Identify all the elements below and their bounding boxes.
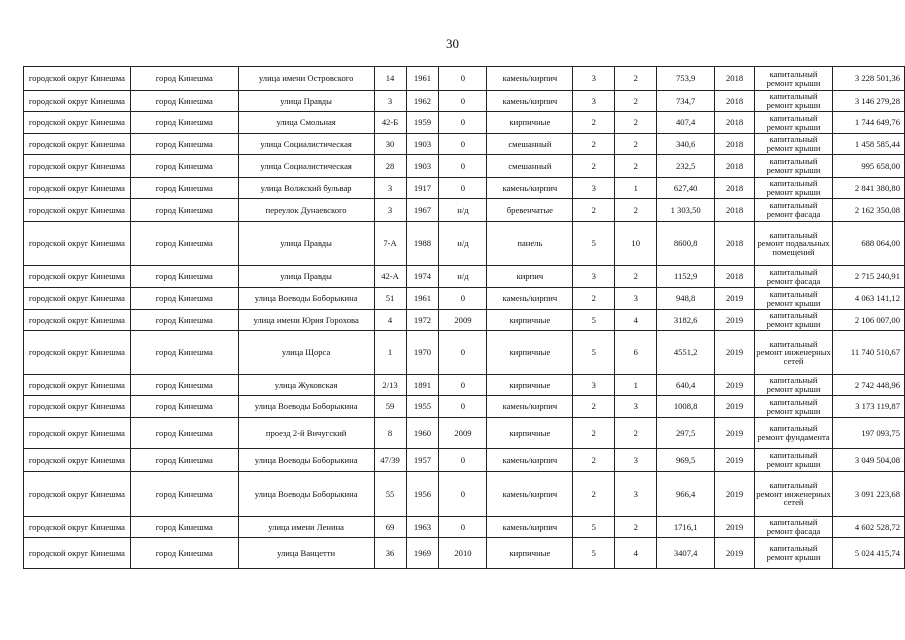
cell-street: улица Воеводы Боборыкина — [238, 449, 374, 472]
cell-repair-year: 2019 — [715, 331, 755, 375]
cell-house-number: 7-А — [374, 222, 406, 266]
cell-cost: 995 658,00 — [833, 155, 905, 178]
cell-municipality: городской округ Кинешма — [24, 266, 131, 288]
cell-wall-material: камень/кирпич — [487, 67, 573, 91]
cell-repair-year: 2018 — [715, 222, 755, 266]
cell-repair-type: капитальный ремонт крыши — [755, 112, 833, 134]
cell-year-renovated: 0 — [439, 472, 487, 517]
cell-area: 627,40 — [657, 178, 715, 199]
cell-entrances: 2 — [615, 418, 657, 449]
cell-wall-material: кирпичные — [487, 538, 573, 569]
table-row — [24, 178, 905, 199]
cell-entrances: 2 — [615, 134, 657, 155]
cell-floors: 3 — [573, 375, 615, 396]
cell-floors: 2 — [573, 134, 615, 155]
page-number: 30 — [446, 36, 459, 51]
table-row — [24, 112, 905, 134]
cell-settlement: город Кинешма — [130, 375, 238, 396]
table-row — [24, 396, 905, 418]
cell-entrances: 1 — [615, 375, 657, 396]
cell-municipality: городской округ Кинешма — [24, 199, 131, 222]
table-row — [24, 517, 905, 538]
cell-street: улица Воеводы Боборыкина — [238, 288, 374, 310]
cell-house-number: 30 — [374, 134, 406, 155]
cell-street: улица Воеводы Боборыкина — [238, 396, 374, 418]
cell-street: улица Социалистическая — [238, 134, 374, 155]
cell-municipality: городской округ Кинешма — [24, 375, 131, 396]
table-row — [24, 91, 905, 112]
cell-wall-material: камень/кирпич — [487, 288, 573, 310]
cell-wall-material: кирпичные — [487, 375, 573, 396]
cell-settlement: город Кинешма — [130, 288, 238, 310]
cell-house-number: 3 — [374, 199, 406, 222]
cell-floors: 3 — [573, 67, 615, 91]
cell-house-number: 51 — [374, 288, 406, 310]
cell-repair-type: капитальный ремонт крыши — [755, 67, 833, 91]
table-row — [24, 331, 905, 375]
cell-house-number: 69 — [374, 517, 406, 538]
cell-floors: 5 — [573, 538, 615, 569]
table-row — [24, 67, 905, 91]
cell-entrances: 4 — [615, 310, 657, 331]
cell-floors: 5 — [573, 331, 615, 375]
cell-wall-material: смешанный — [487, 134, 573, 155]
cell-floors: 2 — [573, 472, 615, 517]
cell-repair-year: 2019 — [715, 288, 755, 310]
cell-house-number: 3 — [374, 91, 406, 112]
cell-year-built: 1962 — [406, 91, 439, 112]
cell-repair-type: капитальный ремонт фасада — [755, 199, 833, 222]
cell-repair-type: капитальный ремонт фундамента — [755, 418, 833, 449]
cell-year-renovated: н/д — [439, 222, 487, 266]
housing-repair-table — [23, 66, 905, 569]
cell-street: переулок Дунаевского — [238, 199, 374, 222]
cell-year-built: 1974 — [406, 266, 439, 288]
cell-municipality: городской округ Кинешма — [24, 222, 131, 266]
cell-year-built: 1961 — [406, 67, 439, 91]
cell-area: 4551,2 — [657, 331, 715, 375]
cell-house-number: 36 — [374, 538, 406, 569]
cell-year-renovated: 2010 — [439, 538, 487, 569]
cell-year-built: 1969 — [406, 538, 439, 569]
cell-year-renovated: 2009 — [439, 310, 487, 331]
cell-cost: 3 049 504,08 — [833, 449, 905, 472]
cell-year-renovated: 0 — [439, 67, 487, 91]
cell-repair-type: капитальный ремонт подвальных помещений — [755, 222, 833, 266]
cell-house-number: 3 — [374, 178, 406, 199]
cell-entrances: 1 — [615, 178, 657, 199]
cell-year-built: 1961 — [406, 288, 439, 310]
cell-floors: 3 — [573, 178, 615, 199]
cell-floors: 5 — [573, 517, 615, 538]
cell-wall-material: кирпичные — [487, 331, 573, 375]
cell-repair-year: 2018 — [715, 67, 755, 91]
cell-entrances: 4 — [615, 538, 657, 569]
cell-repair-type: капитальный ремонт крыши — [755, 396, 833, 418]
cell-floors: 3 — [573, 91, 615, 112]
cell-floors: 2 — [573, 418, 615, 449]
cell-year-renovated: 0 — [439, 112, 487, 134]
cell-year-renovated: 0 — [439, 91, 487, 112]
cell-house-number: 28 — [374, 155, 406, 178]
cell-entrances: 2 — [615, 266, 657, 288]
table-row — [24, 222, 905, 266]
cell-repair-type: капитальный ремонт крыши — [755, 288, 833, 310]
cell-entrances: 6 — [615, 331, 657, 375]
cell-year-built: 1972 — [406, 310, 439, 331]
cell-year-built: 1967 — [406, 199, 439, 222]
table-row — [24, 472, 905, 517]
cell-street: улица Правды — [238, 222, 374, 266]
cell-year-built: 1955 — [406, 396, 439, 418]
cell-repair-year: 2019 — [715, 418, 755, 449]
cell-year-renovated: 0 — [439, 375, 487, 396]
cell-municipality: городской округ Кинешма — [24, 134, 131, 155]
cell-municipality: городской округ Кинешма — [24, 155, 131, 178]
cell-year-built: 1917 — [406, 178, 439, 199]
cell-municipality: городской округ Кинешма — [24, 310, 131, 331]
cell-repair-year: 2018 — [715, 155, 755, 178]
cell-street: проезд 2-й Вичугский — [238, 418, 374, 449]
cell-settlement: город Кинешма — [130, 222, 238, 266]
cell-cost: 2 742 448,96 — [833, 375, 905, 396]
cell-floors: 3 — [573, 266, 615, 288]
cell-entrances: 2 — [615, 91, 657, 112]
cell-entrances: 2 — [615, 67, 657, 91]
cell-year-built: 1963 — [406, 517, 439, 538]
cell-area: 969,5 — [657, 449, 715, 472]
cell-settlement: город Кинешма — [130, 67, 238, 91]
cell-repair-year: 2018 — [715, 91, 755, 112]
cell-wall-material: камень/кирпич — [487, 396, 573, 418]
cell-street: улица Правды — [238, 91, 374, 112]
cell-cost: 11 740 510,67 — [833, 331, 905, 375]
cell-wall-material: камень/кирпич — [487, 449, 573, 472]
cell-floors: 2 — [573, 199, 615, 222]
cell-municipality: городской округ Кинешма — [24, 396, 131, 418]
cell-cost: 3 146 279,28 — [833, 91, 905, 112]
cell-entrances: 3 — [615, 449, 657, 472]
cell-area: 1 303,50 — [657, 199, 715, 222]
cell-street: улица Жуковская — [238, 375, 374, 396]
table-row — [24, 310, 905, 331]
cell-settlement: город Кинешма — [130, 266, 238, 288]
cell-cost: 197 093,75 — [833, 418, 905, 449]
cell-year-renovated: 0 — [439, 331, 487, 375]
cell-repair-year: 2018 — [715, 112, 755, 134]
cell-street: улица Ванцетти — [238, 538, 374, 569]
cell-cost: 4 602 528,72 — [833, 517, 905, 538]
cell-street: улица имени Юрия Горохова — [238, 310, 374, 331]
cell-area: 948,8 — [657, 288, 715, 310]
cell-settlement: город Кинешма — [130, 449, 238, 472]
cell-street: улица Щорса — [238, 331, 374, 375]
cell-house-number: 59 — [374, 396, 406, 418]
cell-area: 407,4 — [657, 112, 715, 134]
cell-entrances: 2 — [615, 517, 657, 538]
cell-wall-material: кирпич — [487, 266, 573, 288]
cell-year-renovated: 0 — [439, 134, 487, 155]
table-row — [24, 538, 905, 569]
cell-repair-type: капитальный ремонт крыши — [755, 134, 833, 155]
cell-repair-year: 2019 — [715, 472, 755, 517]
cell-repair-year: 2019 — [715, 449, 755, 472]
housing-repair-table-container — [23, 66, 905, 569]
cell-cost: 1 744 649,76 — [833, 112, 905, 134]
cell-year-renovated: н/д — [439, 266, 487, 288]
cell-floors: 5 — [573, 310, 615, 331]
cell-year-built: 1956 — [406, 472, 439, 517]
cell-repair-type: капитальный ремонт крыши — [755, 91, 833, 112]
table-row — [24, 288, 905, 310]
cell-street: улица Воеводы Боборыкина — [238, 472, 374, 517]
cell-repair-year: 2018 — [715, 134, 755, 155]
cell-repair-type: капитальный ремонт крыши — [755, 310, 833, 331]
cell-floors: 2 — [573, 112, 615, 134]
cell-settlement: город Кинешма — [130, 472, 238, 517]
cell-street: улица Волжский бульвар — [238, 178, 374, 199]
cell-house-number: 2/13 — [374, 375, 406, 396]
cell-settlement: город Кинешма — [130, 91, 238, 112]
cell-repair-year: 2019 — [715, 517, 755, 538]
cell-year-renovated: 0 — [439, 155, 487, 178]
cell-repair-year: 2018 — [715, 266, 755, 288]
cell-cost: 4 063 141,12 — [833, 288, 905, 310]
cell-street: улица имени Островского — [238, 67, 374, 91]
cell-repair-type: капитальный ремонт крыши — [755, 538, 833, 569]
cell-year-renovated: 0 — [439, 178, 487, 199]
cell-cost: 2 841 380,80 — [833, 178, 905, 199]
cell-area: 3407,4 — [657, 538, 715, 569]
cell-entrances: 3 — [615, 288, 657, 310]
cell-year-built: 1903 — [406, 134, 439, 155]
cell-wall-material: кирпичные — [487, 112, 573, 134]
cell-year-built: 1960 — [406, 418, 439, 449]
cell-house-number: 47/39 — [374, 449, 406, 472]
cell-street: улица имени Ленина — [238, 517, 374, 538]
cell-cost: 2 106 007,00 — [833, 310, 905, 331]
cell-area: 1008,8 — [657, 396, 715, 418]
table-row — [24, 375, 905, 396]
cell-cost: 1 458 585,44 — [833, 134, 905, 155]
cell-area: 232,5 — [657, 155, 715, 178]
cell-year-built: 1957 — [406, 449, 439, 472]
cell-year-built: 1988 — [406, 222, 439, 266]
cell-area: 297,5 — [657, 418, 715, 449]
cell-area: 3182,6 — [657, 310, 715, 331]
table-row — [24, 449, 905, 472]
cell-entrances: 2 — [615, 199, 657, 222]
cell-area: 640,4 — [657, 375, 715, 396]
cell-year-built: 1970 — [406, 331, 439, 375]
cell-cost: 2 715 240,91 — [833, 266, 905, 288]
cell-wall-material: смешанный — [487, 155, 573, 178]
cell-entrances: 2 — [615, 155, 657, 178]
cell-year-built: 1959 — [406, 112, 439, 134]
cell-entrances: 3 — [615, 396, 657, 418]
table-row — [24, 134, 905, 155]
cell-wall-material: камень/кирпич — [487, 472, 573, 517]
cell-repair-type: капитальный ремонт крыши — [755, 375, 833, 396]
cell-municipality: городской округ Кинешма — [24, 517, 131, 538]
cell-settlement: город Кинешма — [130, 112, 238, 134]
cell-settlement: город Кинешма — [130, 517, 238, 538]
cell-house-number: 8 — [374, 418, 406, 449]
cell-wall-material: кирпичные — [487, 418, 573, 449]
cell-entrances: 2 — [615, 112, 657, 134]
cell-cost: 3 173 119,87 — [833, 396, 905, 418]
cell-floors: 5 — [573, 222, 615, 266]
cell-year-renovated: 2009 — [439, 418, 487, 449]
cell-wall-material: бревенчатые — [487, 199, 573, 222]
cell-area: 340,6 — [657, 134, 715, 155]
cell-street: улица Социалистическая — [238, 155, 374, 178]
cell-wall-material: камень/кирпич — [487, 91, 573, 112]
cell-repair-type: капитальный ремонт крыши — [755, 449, 833, 472]
table-row — [24, 199, 905, 222]
cell-house-number: 42-Б — [374, 112, 406, 134]
cell-area: 734,7 — [657, 91, 715, 112]
cell-year-renovated: н/д — [439, 199, 487, 222]
cell-repair-type: капитальный ремонт крыши — [755, 155, 833, 178]
cell-floors: 2 — [573, 155, 615, 178]
cell-municipality: городской округ Кинешма — [24, 418, 131, 449]
cell-settlement: город Кинешма — [130, 396, 238, 418]
cell-area: 753,9 — [657, 67, 715, 91]
cell-house-number: 55 — [374, 472, 406, 517]
cell-municipality: городской округ Кинешма — [24, 331, 131, 375]
cell-year-renovated: 0 — [439, 396, 487, 418]
cell-wall-material: камень/кирпич — [487, 517, 573, 538]
cell-cost: 3 091 223,68 — [833, 472, 905, 517]
cell-year-renovated: 0 — [439, 288, 487, 310]
cell-floors: 2 — [573, 396, 615, 418]
cell-settlement: город Кинешма — [130, 331, 238, 375]
cell-settlement: город Кинешма — [130, 310, 238, 331]
cell-wall-material: камень/кирпич — [487, 178, 573, 199]
cell-area: 1152,9 — [657, 266, 715, 288]
cell-cost: 5 024 415,74 — [833, 538, 905, 569]
cell-house-number: 42-А — [374, 266, 406, 288]
cell-repair-year: 2019 — [715, 310, 755, 331]
cell-repair-year: 2019 — [715, 375, 755, 396]
cell-repair-year: 2018 — [715, 199, 755, 222]
cell-cost: 3 228 501,36 — [833, 67, 905, 91]
cell-area: 966,4 — [657, 472, 715, 517]
cell-settlement: город Кинешма — [130, 178, 238, 199]
cell-repair-type: капитальный ремонт крыши — [755, 178, 833, 199]
cell-settlement: город Кинешма — [130, 538, 238, 569]
cell-street: улица Правды — [238, 266, 374, 288]
cell-floors: 2 — [573, 288, 615, 310]
cell-repair-year: 2019 — [715, 396, 755, 418]
cell-municipality: городской округ Кинешма — [24, 538, 131, 569]
cell-municipality: городской округ Кинешма — [24, 91, 131, 112]
cell-area: 8600,8 — [657, 222, 715, 266]
cell-municipality: городской округ Кинешма — [24, 472, 131, 517]
cell-year-renovated: 0 — [439, 449, 487, 472]
cell-house-number: 14 — [374, 67, 406, 91]
cell-repair-type: капитальный ремонт фасада — [755, 266, 833, 288]
cell-house-number: 4 — [374, 310, 406, 331]
table-body — [24, 67, 905, 569]
cell-repair-year: 2018 — [715, 178, 755, 199]
cell-settlement: город Кинешма — [130, 155, 238, 178]
cell-repair-type: капитальный ремонт инженерных сетей — [755, 472, 833, 517]
cell-cost: 2 162 350,08 — [833, 199, 905, 222]
cell-settlement: город Кинешма — [130, 134, 238, 155]
cell-municipality: городской округ Кинешма — [24, 288, 131, 310]
table-row — [24, 418, 905, 449]
cell-cost: 688 064,00 — [833, 222, 905, 266]
cell-street: улица Смольная — [238, 112, 374, 134]
cell-repair-year: 2019 — [715, 538, 755, 569]
cell-settlement: город Кинешма — [130, 199, 238, 222]
cell-municipality: городской округ Кинешма — [24, 178, 131, 199]
cell-house-number: 1 — [374, 331, 406, 375]
cell-settlement: город Кинешма — [130, 418, 238, 449]
cell-municipality: городской округ Кинешма — [24, 67, 131, 91]
cell-area: 1716,1 — [657, 517, 715, 538]
table-row — [24, 155, 905, 178]
cell-municipality: городской округ Кинешма — [24, 449, 131, 472]
cell-floors: 2 — [573, 449, 615, 472]
cell-year-built: 1903 — [406, 155, 439, 178]
cell-entrances: 10 — [615, 222, 657, 266]
cell-repair-type: капитальный ремонт фасада — [755, 517, 833, 538]
cell-entrances: 3 — [615, 472, 657, 517]
cell-wall-material: панель — [487, 222, 573, 266]
cell-year-built: 1891 — [406, 375, 439, 396]
cell-repair-type: капитальный ремонт инженерных сетей — [755, 331, 833, 375]
cell-wall-material: кирпичные — [487, 310, 573, 331]
cell-municipality: городской округ Кинешма — [24, 112, 131, 134]
cell-year-renovated: 0 — [439, 517, 487, 538]
table-row — [24, 266, 905, 288]
